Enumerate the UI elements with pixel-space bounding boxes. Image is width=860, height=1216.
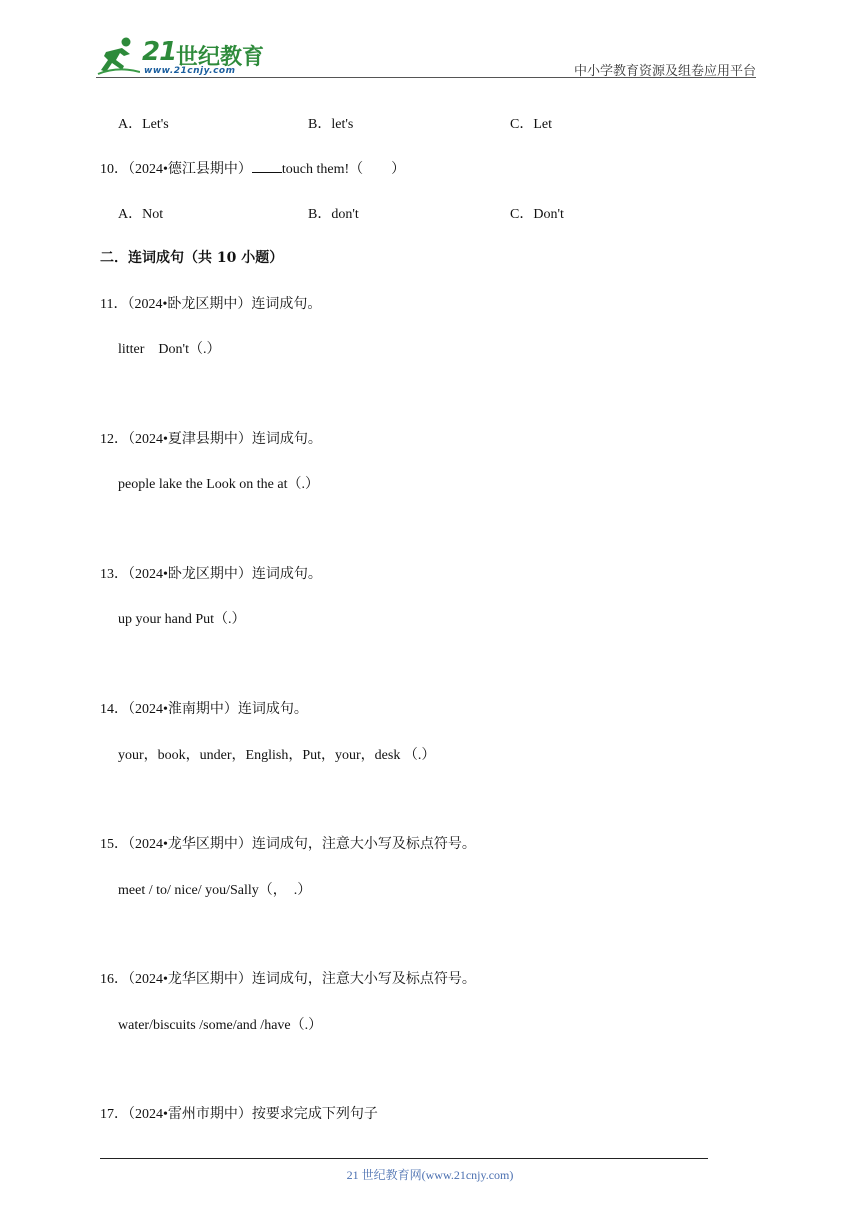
q15-stem: 15．（2024•龙华区期中）连词成句，注意大小写及标点符号。 — [100, 837, 476, 852]
q11-words: litter Don't（.） — [118, 342, 221, 357]
section-title: 二．连词成句（共 10 小题） — [100, 250, 284, 266]
q10-suffix: touch them!（ ） — [281, 162, 406, 177]
q15-words: meet / to/ nice/ you/Sally（， .） — [118, 883, 312, 898]
q12-stem: 12．（2024•夏津县期中）连词成句。 — [100, 432, 322, 447]
q10-blank — [252, 160, 282, 173]
q13-stem: 13．（2024•卧龙区期中）连词成句。 — [100, 567, 322, 582]
q11-stem: 11．（2024•卧龙区期中）连词成句。 — [100, 297, 322, 312]
header-divider — [96, 77, 756, 78]
brand-name: 世纪教育 — [176, 45, 265, 70]
q14-stem: 14．（2024•淮南期中）连词成句。 — [100, 702, 308, 717]
q13-words: up your hand Put（.） — [118, 612, 246, 627]
brand-url: www.21cnjy.com — [144, 66, 236, 76]
q9-option-a: A．Let's — [118, 117, 169, 132]
q9-option-c: C．Let — [510, 117, 552, 132]
q10-stem — [100, 158, 405, 178]
q16-words: water/biscuits /some/and /have（.） — [118, 1018, 323, 1033]
logo — [96, 36, 266, 80]
q16-stem: 16．（2024•龙华区期中）连词成句，注意大小写及标点符号。 — [100, 972, 476, 987]
footer-link[interactable]: 21 世纪教育网(www.21cnjy.com) — [346, 1168, 514, 1182]
q10-option-c: C．Don't — [510, 207, 564, 222]
q10-option-a: A．Not — [118, 207, 164, 222]
runner-logo-icon — [96, 36, 140, 76]
platform-title: 中小学教育资源及组卷应用平台 — [573, 63, 756, 78]
footer-divider — [100, 1158, 708, 1159]
brand-number: 21 — [142, 37, 177, 67]
q14-words: your，book，under，English，Put，your，desk （.） — [118, 748, 436, 763]
q10-prefix: 10．（2024•德江县期中） — [100, 162, 252, 177]
q9-option-b: B．let's — [308, 117, 354, 132]
q10-option-b: B．don't — [308, 207, 359, 222]
q17-stem: 17．（2024•雷州市期中）按要求完成下列句子 — [100, 1107, 378, 1122]
q12-words: people lake the Look on the at（.） — [118, 477, 319, 492]
